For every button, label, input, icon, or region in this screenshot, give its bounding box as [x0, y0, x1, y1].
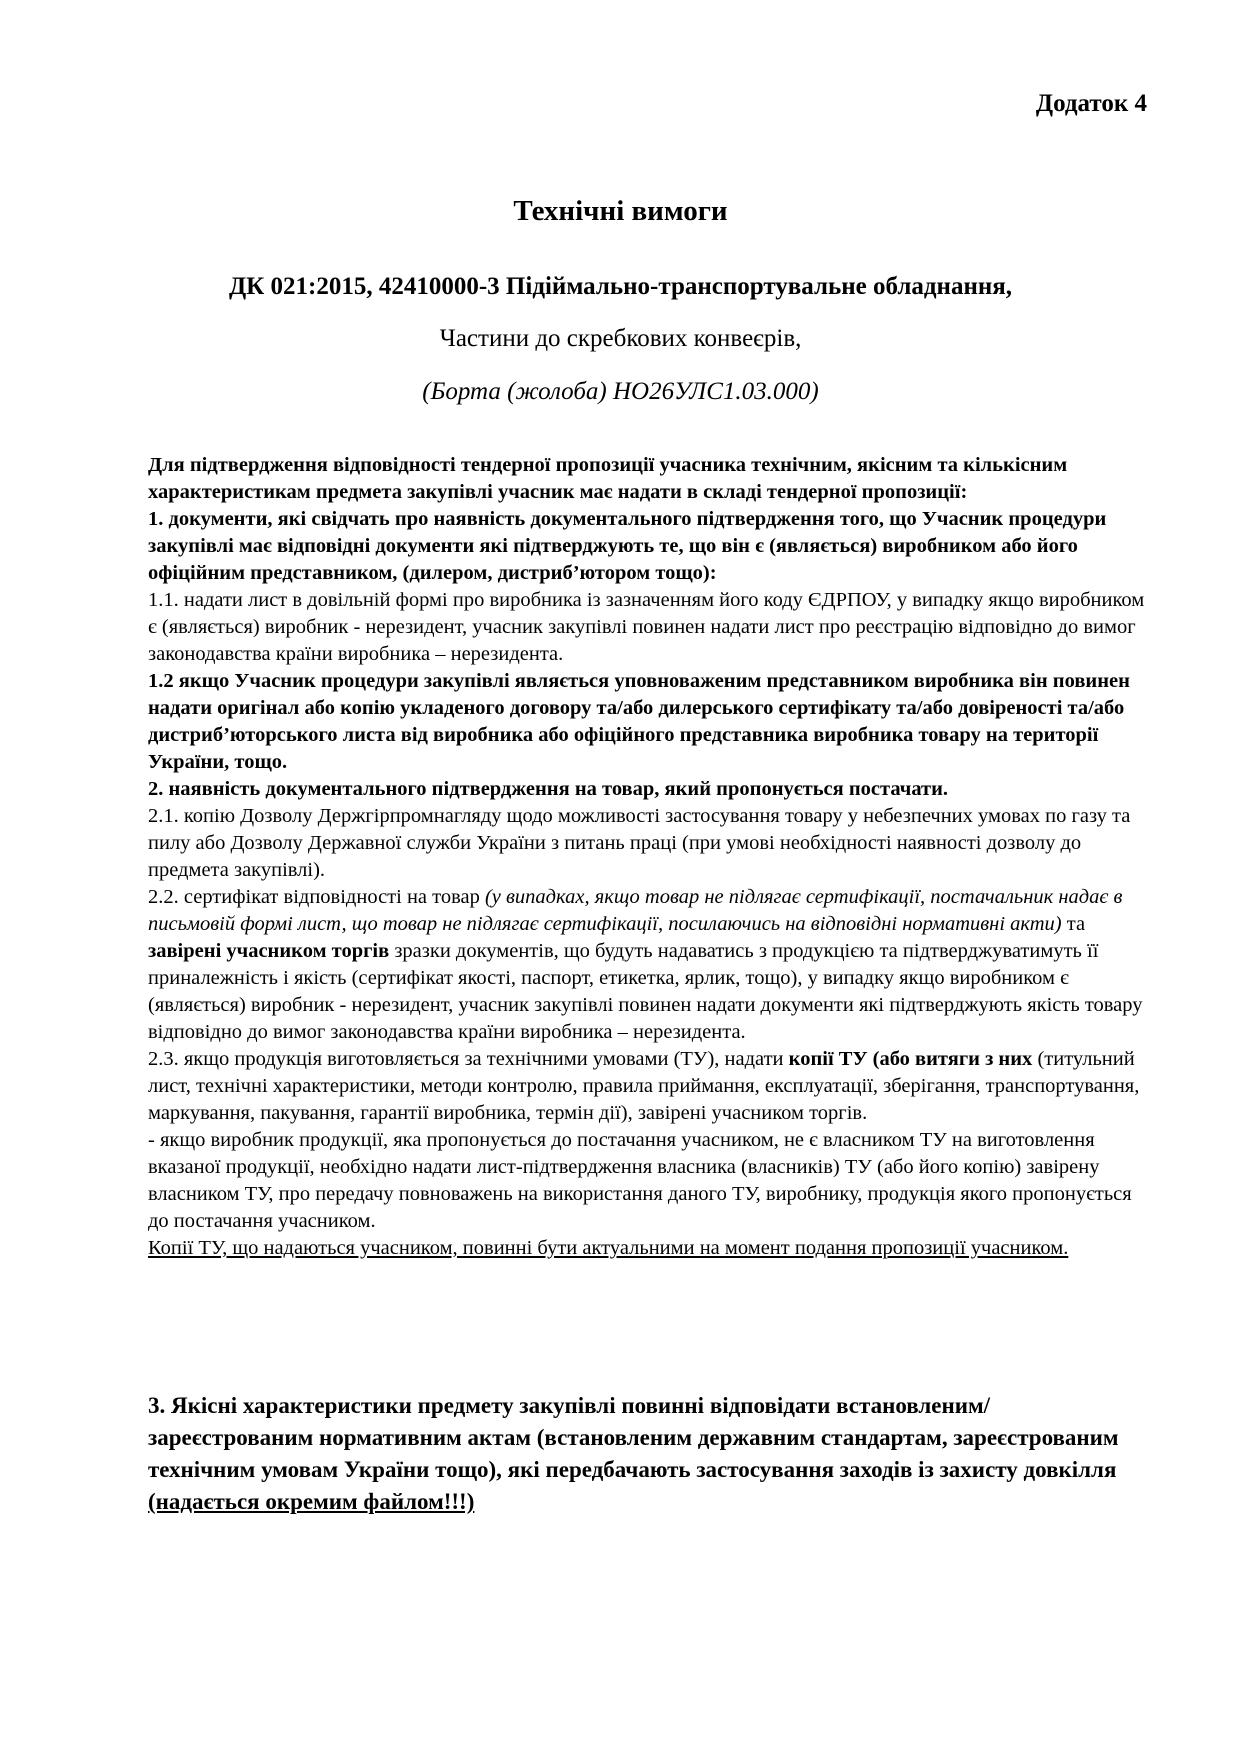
section-3-text: 3. Якісні характеристики предмету закупівлі повинні відповідати встановленим/зареєстрованим нормативним актам (встановленим державним стандартам, зареєстрованим технічним умовам України тощо), які передбачають застосування заходів із захисту довкілля [148, 1393, 1119, 1482]
section-3-separate-file-note: (надається окремим файлом!!!) [148, 1489, 475, 1514]
section-2-2 [148, 884, 1148, 1046]
section-2-4: - якщо виробник продукції, яка пропонується до постачання учасником, не є власником ТУ на виготовлення вказаної продукції, необхідно надати лист-підтвердження власника (власників) ТУ (або його копію) завірену власником ТУ, про передачу повноважень на використання даного ТУ, виробнику, продукція якого пропонується до постачання учасником. [148, 1129, 1132, 1232]
annex-label: Додаток 4 [1035, 90, 1147, 117]
section-2-2-bold: завірені учасником торгів [148, 940, 390, 962]
section-1-2: 1.2 якщо Учасник процедури закупівлі являється уповноваженим представником виробника він повинен надати оригінал або копію укладеного договору та/або дилерського сертифікату та/або довіреності та/або дистриб’юторського листа від виробника або офіційного представника виробника товару на території України, тощо. [148, 670, 1130, 773]
section-2-3-end: (титульний лист, технічні характеристики, методи контролю, правила приймання, експлуатації, зберігання, транспортування, маркування, пакування, гарантії виробника, термін дії), завірені учасником торгів. [148, 1048, 1140, 1124]
section-2-1: 2.1. копію Дозволу Держгірпромнагляду щодо можливості застосування товару у небезпечних умовах по газу та пилу або Дозволу Державної служби України з питань праці (при умові необхідності наявності дозволу до предмета закупівлі). [148, 805, 1131, 881]
model-subtitle: (Борта (жолоба) НО26УЛС1.03.000) [422, 378, 819, 405]
classifier-code: ДК 021:2015, 42410000-3 Підіймально-транспортувальне обладнання, [228, 273, 1013, 300]
section-2-2-end: зразки документів, що будуть надаватись з продукцією та підтверджуватимуть її приналежність і якість (сертифікат якості, паспорт, етикетка, ярлик, тощо), у випадку якщо виробником є (являється) виробник - нерезидент, учасник закупівлі повинен надати документи які підтверджують якість товару відповідно до вимог законодавства країни виробника – нерезидента. [148, 940, 1143, 1043]
section-2-5-underlined: Копії ТУ, що надаються учасником, повинні бути актуальними на момент подання пропозиції учасником. [148, 1237, 1069, 1259]
requirements-body [148, 452, 1148, 1262]
section-3 [148, 1390, 1148, 1518]
section-3-paragraph [148, 1390, 1148, 1518]
section-2-2-start: 2.2. сертифікат відповідності на товар [148, 886, 485, 908]
section-2-3-start: 2.3. якщо продукція виготовляється за технічними умовами (ТУ), надати [148, 1048, 789, 1070]
section-2-3 [148, 1046, 1148, 1127]
section-2-2-conj: та [1061, 913, 1086, 935]
section-1-1: 1.1. надати лист в довільній формі про виробника із зазначенням його коду ЄДРПОУ, у випадку якщо виробником є (являється) виробник - нерезидент, учасник закупівлі повинен надати лист про реєстрацію відповідно до вимог законодавства країни виробника – нерезидента. [148, 589, 1145, 665]
parts-subtitle: Частини до скребкових конвеєрів, [439, 325, 802, 352]
document-title: Технічні вимоги [513, 195, 728, 227]
section-2-2-italic-note: (у випадках, якщо товар не підлягає сертифікації, постачальник надає в письмовій формі лист, що товар не підлягає сертифікації, посилаючись на відповідні нормативні акти) [148, 886, 1123, 935]
intro-paragraph: Для підтвердження відповідності тендерної пропозиції учасника технічним, якісним та кількісним характеристикам предмета закупівлі учасник має надати в складі тендерної пропозиції: [148, 454, 1068, 503]
section-2-3-bold: копії ТУ (або витяги з них [788, 1048, 1033, 1070]
section-2: 2. наявність документального підтвердження на товар, який пропонується постачати. [148, 778, 949, 800]
section-1: 1. документи, які свідчать про наявність документального підтвердження того, що Учасник процедури закупівлі має відповідні документи які підтверджують те, що він є (являється) виробником або його офіційним представником, (дилером, дистриб’ютором тощо): [148, 508, 1107, 584]
